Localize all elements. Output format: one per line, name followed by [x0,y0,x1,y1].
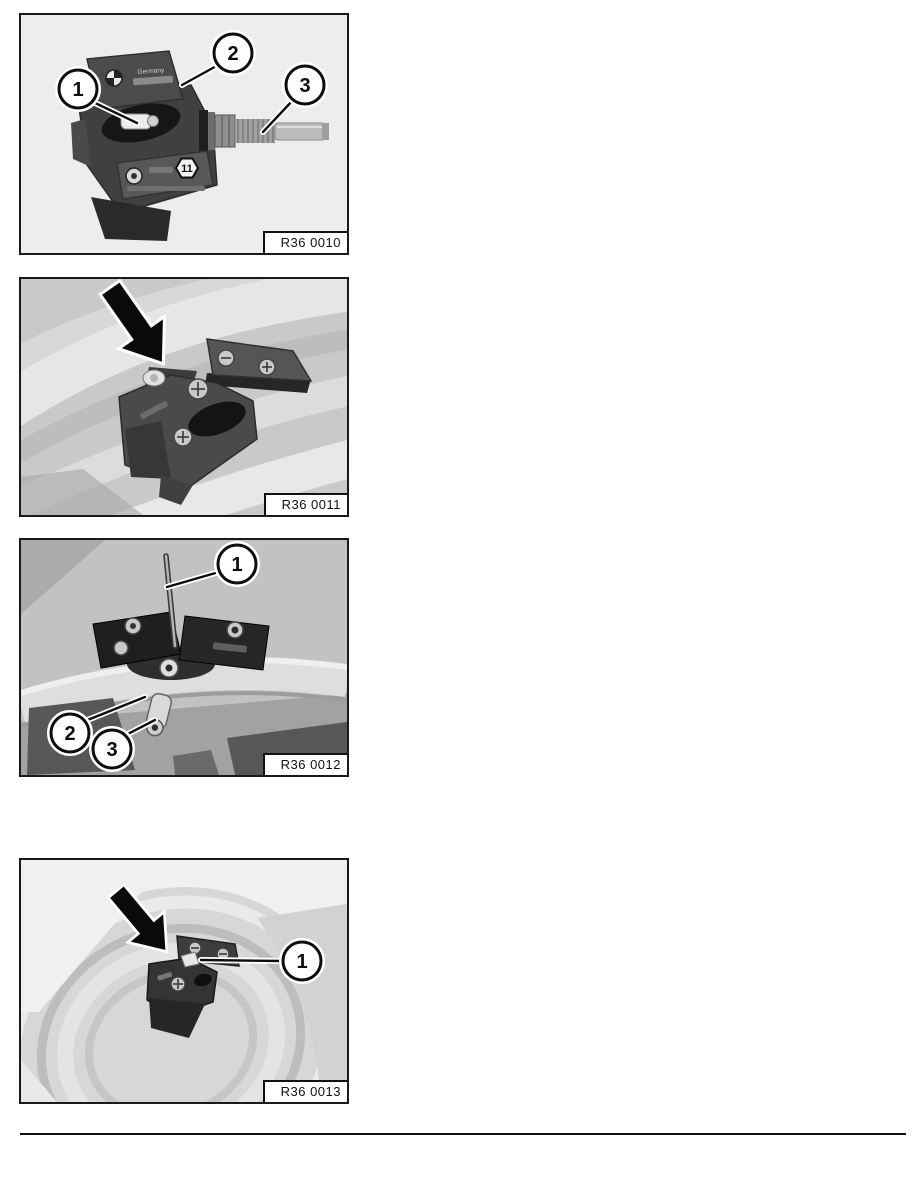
sensor-country-marking: Germany [137,67,165,76]
rim-photo [21,279,347,515]
svg-text:3: 3 [106,739,118,761]
sensor-right-plate [179,616,269,670]
figure-label: R36 0013 [280,1084,341,1099]
figure-r36-0013 [19,858,349,1104]
svg-text:2: 2 [227,43,239,65]
stem-collar-light [208,112,215,150]
figure-label: R36 0012 [280,757,341,772]
sensor-photo [21,15,347,253]
svg-text:3: 3 [299,75,311,97]
figure-label: R36 0010 [280,235,341,250]
wheel-photo [21,540,347,775]
valve-stem [275,123,325,140]
valve-core-tip [148,116,159,127]
figure-label-box [263,1080,347,1102]
stem-hex-nut [215,115,235,147]
valve-stem-cap [322,123,329,140]
footer-divider-line [20,1133,906,1135]
figure-r36-0010 [19,13,349,255]
svg-text:1: 1 [296,951,308,973]
svg-text:1: 1 [231,554,243,576]
label-blur-text [149,167,173,173]
figure-label: R36 0011 [281,497,341,512]
rim-flange-photo [21,860,347,1102]
figure-label-box [263,231,347,253]
label-blur-text [127,186,205,191]
figure-r36-0012 [19,538,349,777]
screw-icon [114,641,128,655]
figure-r36-0011 [19,277,349,517]
month-badge-number: 11 [181,162,193,175]
figure-label-box [264,493,347,515]
svg-text:1: 1 [72,79,84,101]
stem-collar-dark [199,110,208,152]
svg-text:2: 2 [64,723,76,745]
figure-label-box [263,753,347,775]
